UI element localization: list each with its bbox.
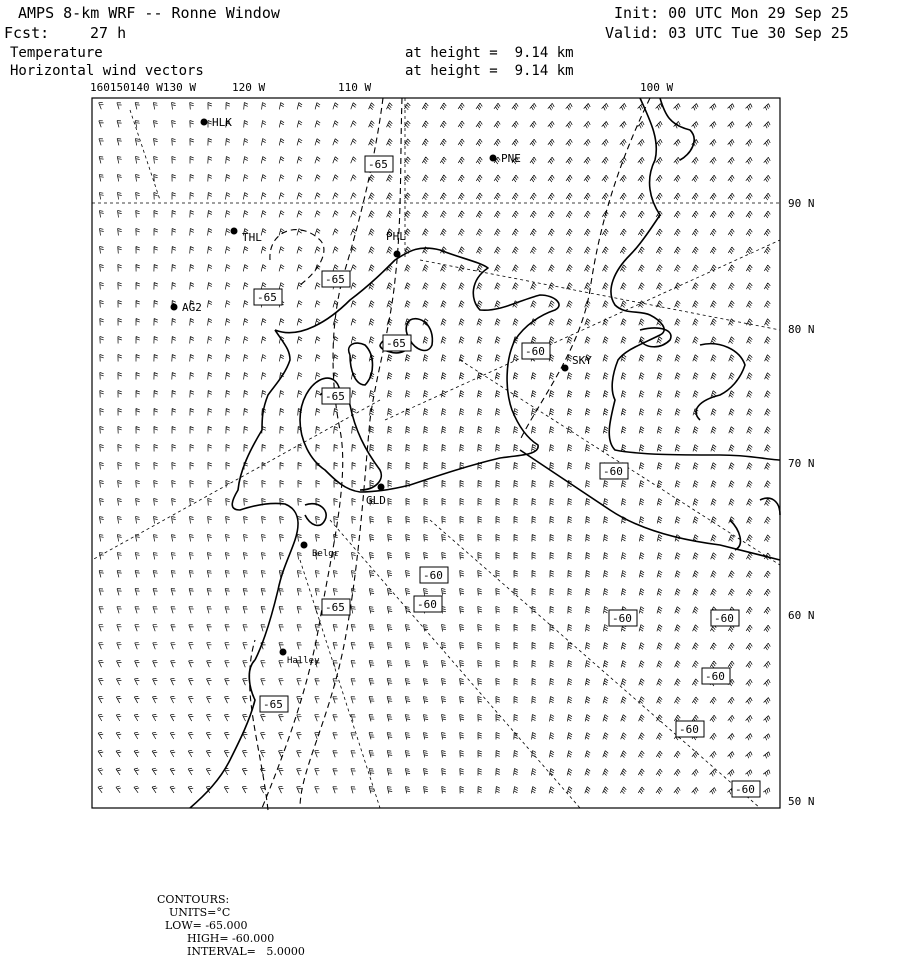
lon-label: 120 W xyxy=(232,81,266,94)
contour-label xyxy=(254,289,282,305)
contour-label xyxy=(414,596,442,612)
units-label: UNITS=°C xyxy=(169,906,231,919)
longitude-labels xyxy=(90,81,673,94)
lat-label: 50 N xyxy=(788,795,815,808)
svg-text:-60: -60 xyxy=(705,670,725,683)
contour-label xyxy=(702,668,730,684)
svg-text:AG2: AG2 xyxy=(182,301,202,314)
forecast-label: Fcst: xyxy=(4,24,50,42)
station-pne xyxy=(490,152,521,165)
contour-label xyxy=(600,463,628,479)
station-hlk xyxy=(201,116,233,129)
contour-label xyxy=(676,721,704,737)
contour-label xyxy=(322,271,350,287)
svg-text:-65: -65 xyxy=(257,291,277,304)
lat-label: 60 N xyxy=(788,609,815,622)
svg-text:-60: -60 xyxy=(735,783,755,796)
lon-label: 110 W xyxy=(338,81,372,94)
lon-label: 100 W xyxy=(640,81,674,94)
svg-text:-65: -65 xyxy=(368,158,388,171)
field-name-temperature: Temperature xyxy=(10,45,103,61)
station-ag2 xyxy=(171,301,202,314)
contour-label xyxy=(420,567,448,583)
svg-text:PNE: PNE xyxy=(501,152,521,165)
low-value: LOW= -65.000 xyxy=(165,919,248,932)
graticule xyxy=(92,98,780,808)
stations xyxy=(171,116,593,666)
map-title: AMPS 8-km WRF -- Ronne Window xyxy=(18,4,280,22)
contour-label xyxy=(383,335,411,351)
contour-legend xyxy=(150,880,305,958)
field-height-2: at height = 9.14 km xyxy=(405,63,574,79)
contour-label xyxy=(322,599,350,615)
svg-text:-65: -65 xyxy=(325,390,345,403)
field-name-wind: Horizontal wind vectors xyxy=(10,63,204,79)
forecast-hour: 27 h xyxy=(90,24,127,42)
contour-label xyxy=(260,696,288,712)
svg-text:-65: -65 xyxy=(386,337,406,350)
contours-label: CONTOURS: xyxy=(157,893,230,906)
svg-text:Halley: Halley xyxy=(287,656,320,666)
lat-label: 70 N xyxy=(788,457,815,470)
svg-text:-60: -60 xyxy=(603,465,623,478)
svg-text:-65: -65 xyxy=(263,698,283,711)
svg-text:-60: -60 xyxy=(417,598,437,611)
latitude-labels xyxy=(788,197,815,808)
contour-labels xyxy=(254,156,760,797)
contour-label xyxy=(732,781,760,797)
svg-text:-65: -65 xyxy=(325,273,345,286)
svg-text:-60: -60 xyxy=(679,723,699,736)
contour-label xyxy=(522,343,550,359)
svg-text:PHL: PHL xyxy=(386,230,406,243)
field-height-1: at height = 9.14 km xyxy=(405,45,574,61)
svg-text:-65: -65 xyxy=(325,601,345,614)
station-phl xyxy=(386,230,406,258)
svg-text:THL: THL xyxy=(242,231,262,244)
svg-text:GLD: GLD xyxy=(366,494,386,507)
wind-barbs xyxy=(98,103,770,795)
svg-text:Belgr: Belgr xyxy=(312,549,340,559)
svg-text:-60: -60 xyxy=(423,569,443,582)
map-frame xyxy=(92,98,780,808)
init-time: Init: 00 UTC Mon 29 Sep 25 xyxy=(614,4,849,22)
svg-text:-60: -60 xyxy=(714,612,734,625)
contour-label xyxy=(609,610,637,626)
svg-text:HLK: HLK xyxy=(212,116,232,129)
station-sky xyxy=(562,354,593,372)
svg-text:-60: -60 xyxy=(525,345,545,358)
lon-label: 160150140 W130 W xyxy=(90,81,196,94)
contour-label xyxy=(365,156,393,172)
wind-vector-field xyxy=(98,103,770,795)
lat-label: 90 N xyxy=(788,197,815,210)
lat-label: 80 N xyxy=(788,323,815,336)
svg-text:-60: -60 xyxy=(612,612,632,625)
svg-text:SKY: SKY xyxy=(572,354,592,367)
valid-time: Valid: 03 UTC Tue 30 Sep 25 xyxy=(605,24,849,42)
interval-value: INTERVAL= 5.0000 xyxy=(187,945,305,958)
high-value: HIGH= -60.000 xyxy=(187,932,275,945)
station-gld xyxy=(366,484,386,508)
contour-label xyxy=(711,610,739,626)
contour-label xyxy=(322,388,350,404)
